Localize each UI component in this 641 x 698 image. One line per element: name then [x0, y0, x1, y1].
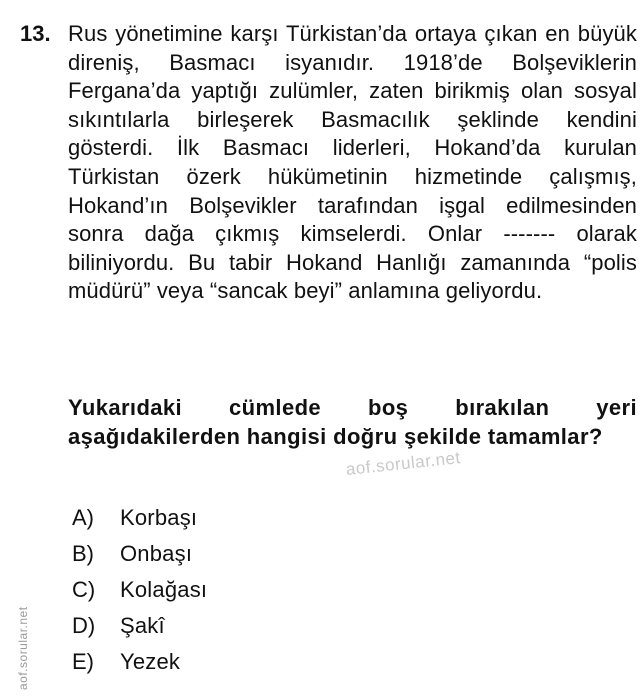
answer-options [72, 505, 207, 685]
question-stem: Yukarıdaki cümlede boş bırakılan yeri aşağıdakilerden hangisi doğru şekilde tamamlar? [68, 395, 637, 449]
option-e[interactable] [72, 649, 207, 685]
option-a[interactable] [72, 505, 207, 541]
question-number: 13. [20, 21, 51, 46]
watermark-side: aof.sorular.net [16, 606, 30, 690]
question-passage: Rus yönetimine karşı Türkistan’da ortaya çıkan en büyük direniş, Basmacı isyanıdır. 1918’de Bolşeviklerin Fergana’da yaptığı zulümler, zaten birikmiş olan sosyal sıkıntılarla birleşerek Basmacılık şeklinde kendini gösterdi. İlk Basmacı liderleri, Hokand’da kurulan Türkistan özerk hükümetinin hizmetinde çalışmış, Hokand’ın Bolşevikler tarafından işgal edilmesinden sonra dağa çıkmış kimselerdi. Onlar ------- olarak biliniyordu. Bu tabir Hokand Hanlığı zamanında “polis müdürü” veya “sancak beyi” anlamına geliyordu. [68, 21, 637, 304]
option-letter: D) [72, 613, 96, 638]
option-text: Şakî [120, 613, 165, 638]
option-text: Korbaşı [120, 505, 198, 530]
option-c[interactable] [72, 577, 207, 613]
watermark-center: aof.sorular.net [344, 448, 462, 480]
option-b[interactable] [72, 541, 207, 577]
option-letter: B) [72, 541, 94, 566]
option-text: Kolağası [120, 577, 208, 602]
option-text: Yezek [120, 649, 181, 674]
option-text: Onbaşı [120, 541, 193, 566]
option-d[interactable] [72, 613, 207, 649]
option-letter: A) [72, 505, 94, 530]
option-letter: E) [72, 649, 94, 674]
option-letter: C) [72, 577, 96, 602]
